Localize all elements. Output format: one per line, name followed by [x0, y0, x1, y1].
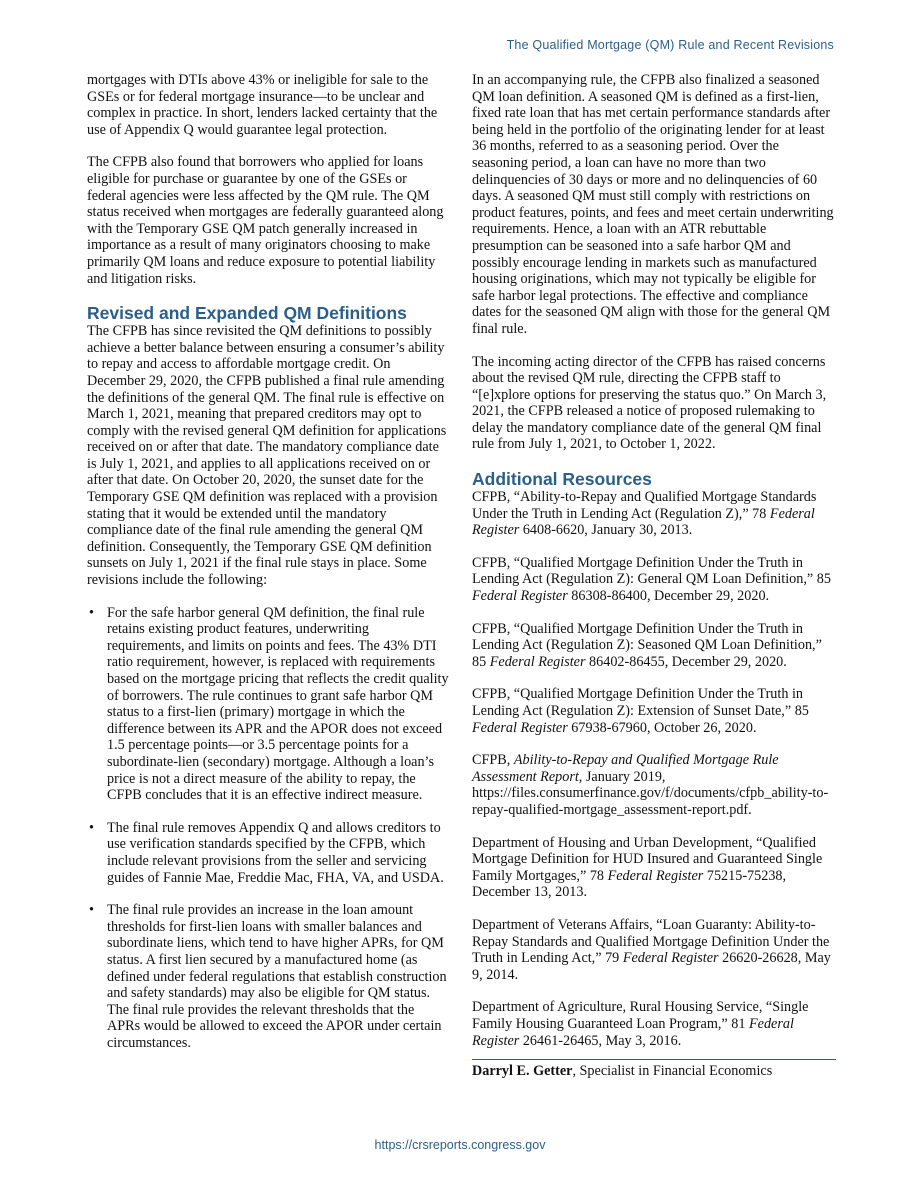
left-column [87, 72, 449, 1067]
list-item-text: For the safe harbor general QM definition, the final rule retains existing product features, underwriting requirements, and limits on points and fees. The 43% DTI ratio requirement, however, is replaced with requirements based on the mortgage pricing that reflects the credit quality of borrowers. The rule continues to grant safe harbor QM status to a first-lien (primary) mortgage in which the difference between its APR and the APOR does not exceed 1.5 percentage points—or 3.5 percentage points for a subordinate-lien (secondary) mortgage. Although a loan’s price is not a direct measure of the ability to repay, the CFPB concludes that it is an effective indirect measure. [107, 604, 449, 804]
reference-item: CFPB, “Qualified Mortgage Definition Under the Truth in Lending Act (Regulation Z): Extension of Sunset Date,” 85 Federal Register 67938-67960, October 26, 2020. [472, 686, 809, 736]
paragraph: The CFPB also found that borrowers who applied for loans eligible for purchase or guarantee by one of the GSEs or federal agencies were less affected by the QM rule. The QM status received when mortgages are federally guaranteed along with the Temporary GSE QM patch generally increased in importance as a result of many originators choosing to make primarily QM loans and reduce exposure to potential liability and litigation risks. [87, 154, 444, 287]
paragraph: In an accompanying rule, the CFPB also finalized a seasoned QM loan definition. A seasoned QM is defined as a first-lien, fixed rate loan that has met certain performance standards after being held in the portfolio of the originating lender for at least 36 months, referred to as a seasoning period. Over the seasoning period, a loan can have no more than two delinquencies of 30 days or more and no delinquencies of 60 days. A seasoned QM must still comply with restrictions on product features, points, and fees and meet certain underwriting requirements. Hence, a loan with an ATR rebuttable presumption can be seasoned into a safe harbor QM and possibly encourage lending in markets such as manufactured housing originations, which may not typically be eligible for safe harbor legal protections. The effective and compliance dates for the seasoned QM align with those for the general QM final rule. [472, 72, 834, 337]
reference-item: Department of Veterans Affairs, “Loan Guaranty: Ability-to-Repay Standards and Qualified Mortgage Definition Under the Truth in Lending Act,” 79 Federal Register 26620-26628, May 9, 2014. [472, 916, 831, 983]
reference-item: Department of Housing and Urban Development, “Qualified Mortgage Definition for HUD Insured and Guaranteed Single Family Mortgages,” 78 Federal Register 75215-75238, December 13, 2013. [472, 834, 823, 901]
paragraph: mortgages with DTIs above 43% or ineligible for sale to the GSEs or for federal mortgage insurance—to be unclear and complex in practice. In short, lenders lacked certainty that the use of Appendix Q would guarantee legal protection. [87, 72, 438, 138]
author-title: , Specialist in Financial Economics [572, 1063, 773, 1080]
section-heading: Additional Resources [472, 469, 652, 490]
bullet-icon: • [89, 902, 94, 919]
list-item [87, 820, 449, 886]
reference-item: Department of Agriculture, Rural Housing Service, “Single Family Housing Guaranteed Loan Program,” 81 Federal Register 26461-26465, May 3, 2016. [472, 999, 809, 1049]
list-item-text: The final rule removes Appendix Q and allows creditors to use verification standards specified by the CFPB, which include relevant provisions from the seller and servicing guides of Fannie Mae, Freddie Mac, FHA, VA, and USDA. [107, 819, 444, 886]
section-heading: Revised and Expanded QM Definitions [87, 303, 407, 324]
paragraph: The incoming acting director of the CFPB has raised concerns about the revised QM rule, directing the CFPB staff to “[e]xplore options for preserving the status quo.” On March 3, 2021, the CFPB released a notice of proposed rulemaking to delay the mandatory compliance date of the general QM final rule from July 1, 2021, to October 1, 2022. [472, 353, 827, 453]
revisions-list [87, 605, 449, 1052]
reference-item: CFPB, “Qualified Mortgage Definition Under the Truth in Lending Act (Regulation Z): Seasoned QM Loan Definition,” 85 Federal Register 86402-86455, December 29, 2020. [472, 620, 822, 670]
author-name: Darryl E. Getter [472, 1063, 573, 1080]
list-item-text: The final rule provides an increase in the loan amount thresholds for first-lien loans with smaller balances and subordinate liens, which tend to have higher APRs, for QM status. A first lien secured by a manufactured home (as defined under federal regulations that establish construction and safety standards) may also be eligible for QM status. The final rule provides the relevant thresholds that the APRs would be allowed to exceed the APOR under certain circumstances. [107, 902, 447, 1051]
reference-item: CFPB, Ability-to-Repay and Qualified Mortgage Rule Assessment Report, January 2019, https://files.consumerfinance.gov/f/documents/cfpb_ability-to-repay-qualified-mortgage_assessment-report.pdf. [472, 752, 829, 818]
paragraph: The CFPB has since revisited the QM definitions to possibly achieve a better balance between ensuring a consumer’s ability to repay and access to affordable mortgage credit. On December 29, 2020, the CFPB published a final rule amending the definitions of the general QM. The final rule is effective on March 1, 2021, meaning that prepared creditors may opt to comply with the revised general QM definition for applications received on or after that date. The mandatory compliance date is July 1, 2021, and applies to all applications received on or after that date. On October 20, 2020, the sunset date for the Temporary GSE QM definition was replaced with a provision stating that it would be extended until the mandatory compliance date of the final rule amending the general QM definition. Consequently, the Temporary GSE QM definition sunsets on July 1, 2021 if the final rule stays in place. Some revisions include the following: [87, 323, 447, 589]
bullet-icon: • [89, 604, 94, 621]
running-header: The Qualified Mortgage (QM) Rule and Recent Revisions [506, 38, 834, 52]
list-item [87, 605, 449, 804]
list-item [87, 902, 449, 1051]
author-line [472, 1059, 836, 1080]
right-column [472, 72, 836, 1080]
reference-item: CFPB, “Ability-to-Repay and Qualified Mortgage Standards Under the Truth in Lending Act (Regulation Z),” 78 Federal Register 6408-6620, January 30, 2013. [472, 489, 817, 539]
footer-url[interactable]: https://crsreports.congress.gov [374, 1138, 546, 1152]
reference-item: CFPB, “Qualified Mortgage Definition Under the Truth in Lending Act (Regulation Z): General QM Loan Definition,” 85 Federal Register 86308-86400, December 29, 2020. [472, 554, 831, 605]
bullet-icon: • [89, 819, 94, 836]
